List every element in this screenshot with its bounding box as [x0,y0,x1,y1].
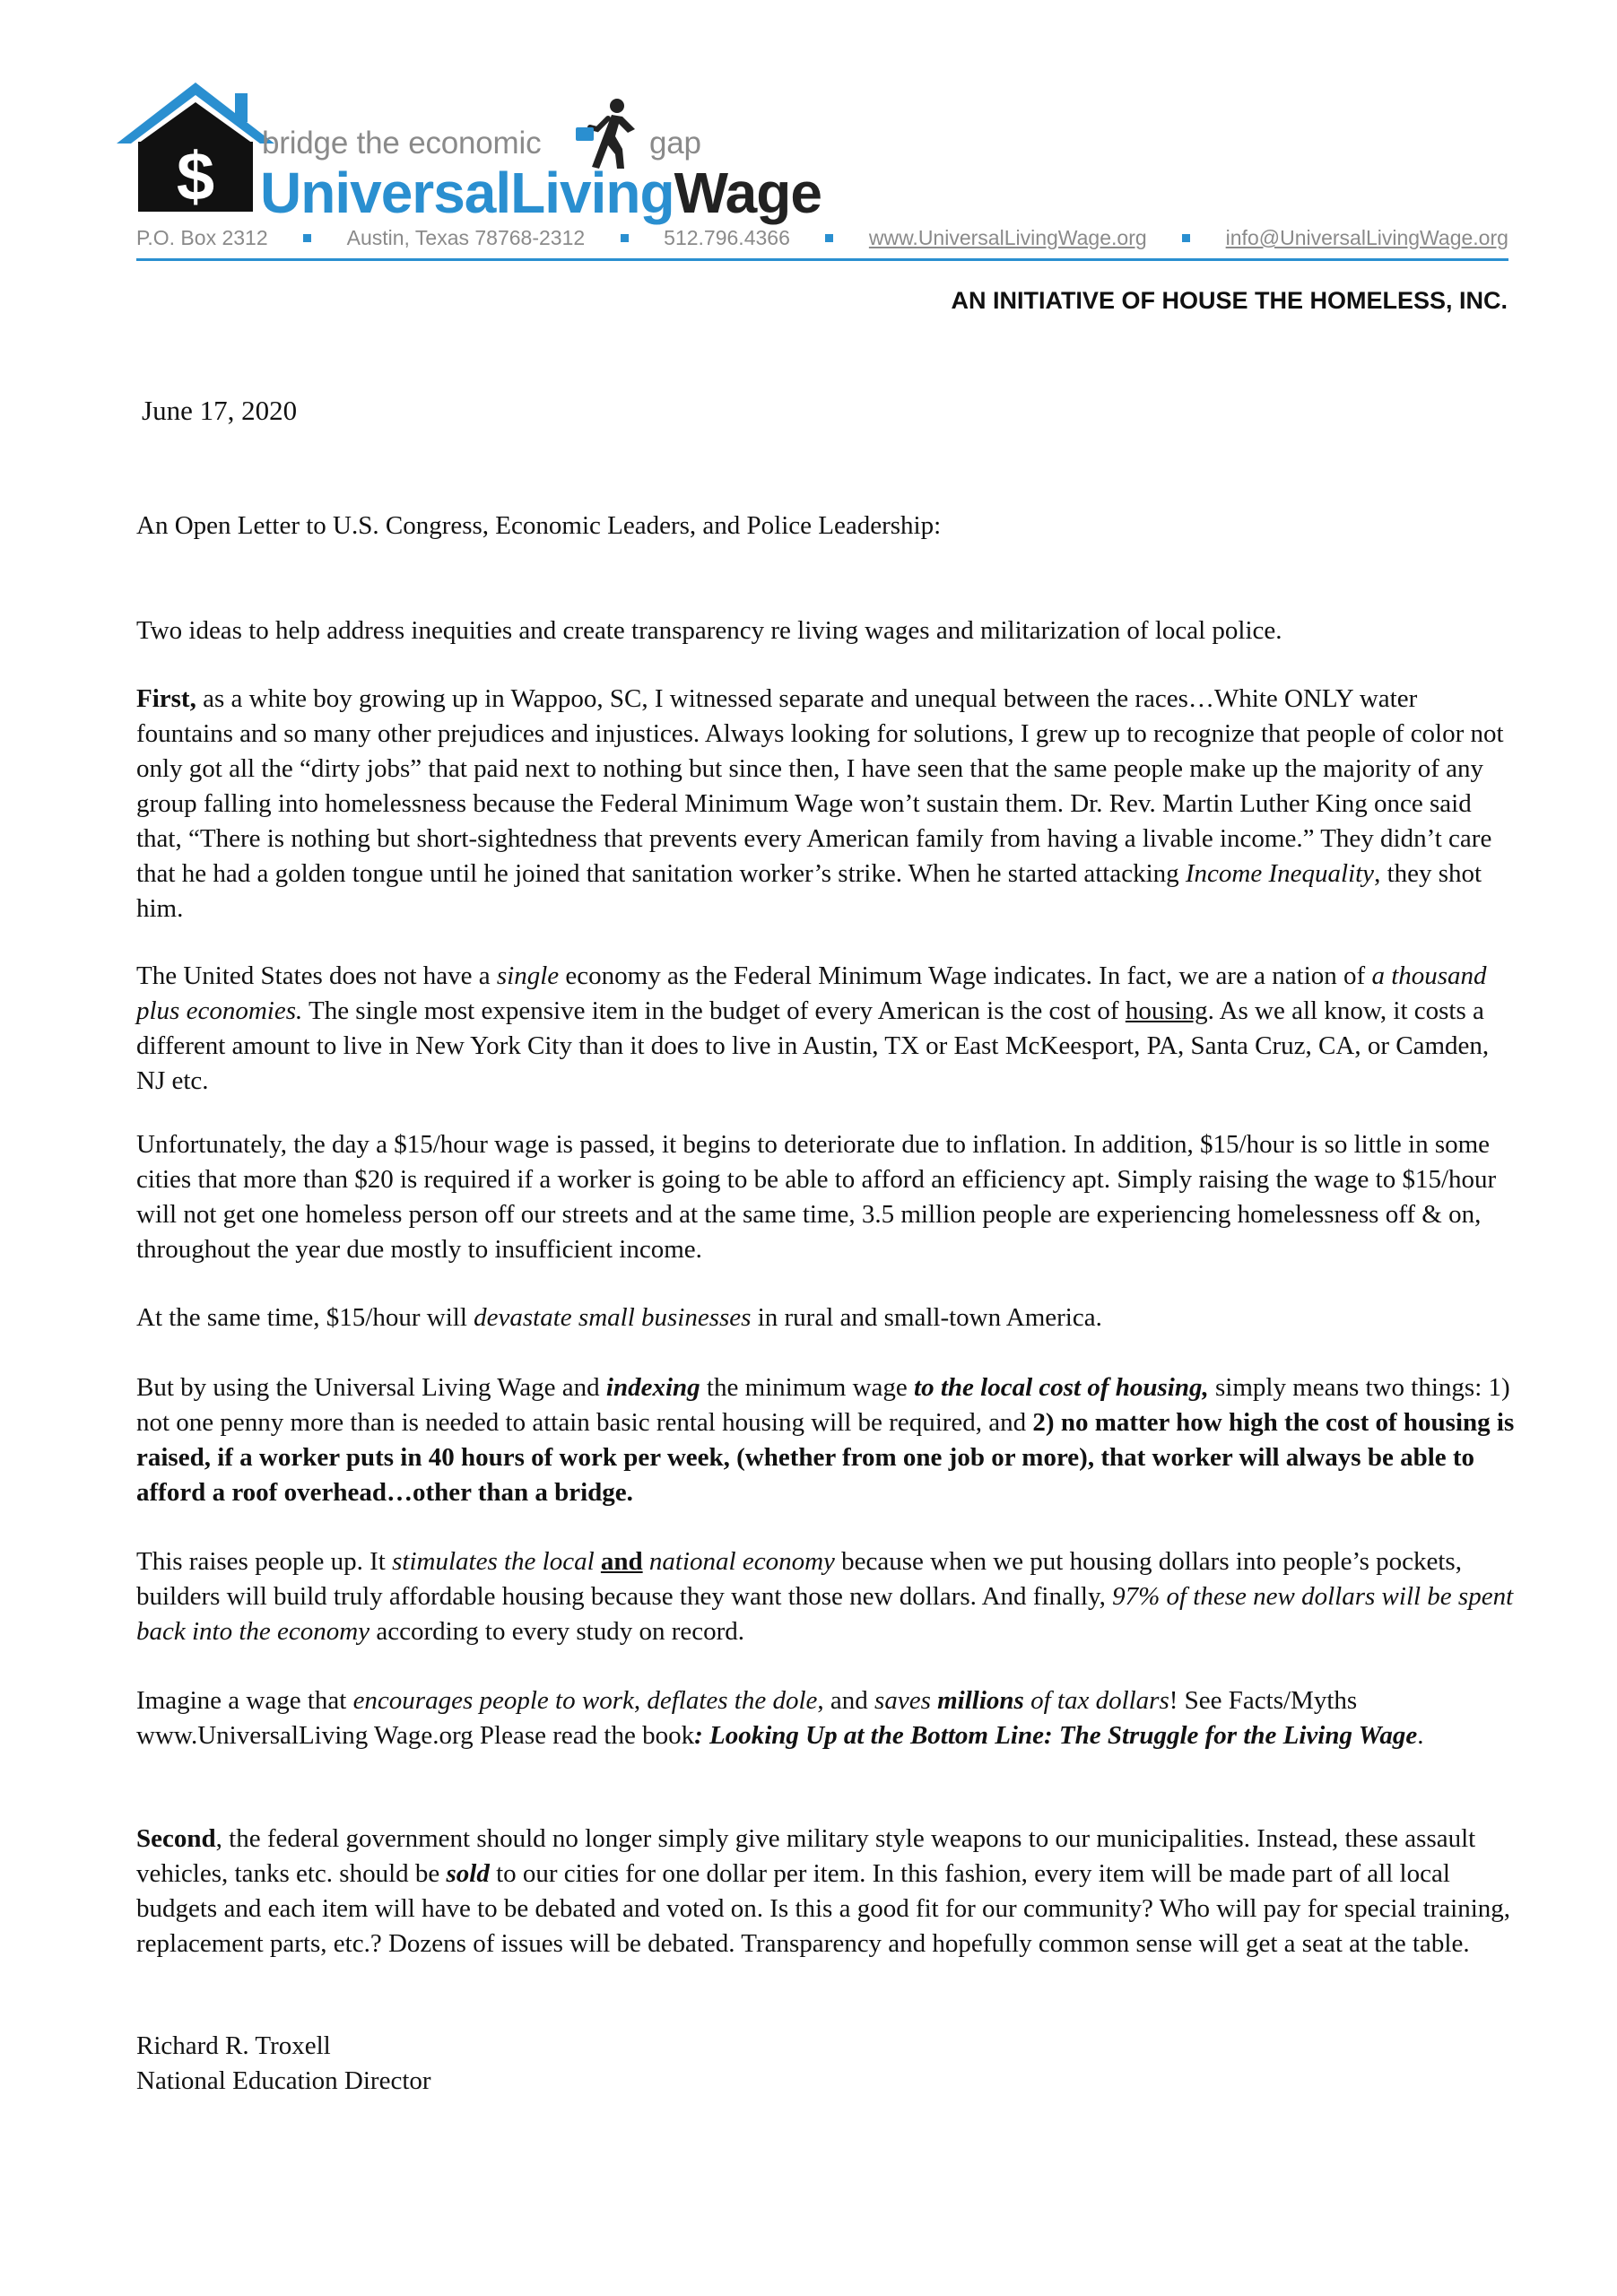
phone: 512.796.4366 [664,226,790,249]
brand-wage: Wage [674,161,822,225]
bullet-square-icon [1182,234,1190,242]
website-link[interactable]: www.UniversalLivingWage.org [868,226,1147,249]
svg-text:$: $ [176,139,215,213]
letter-date: June 17, 2020 [142,395,298,426]
ulw-paragraph: But by using the Universal Living Wage and indexing the minimum wage to the local cost of housing, simply means two things: 1) not one penny more than is needed to attain basic rental housing will be required, and 2) no matter how high the cost of housing is raised, if a worker puts in 40 hours of work per week, (whether from one job or more), that worker will always be able to afford a roof overhead…other than a bridge. [136,1373,1515,1507]
bullet-square-icon [621,234,629,242]
tagline-left: bridge the economic [262,126,542,161]
second-paragraph: Second, the federal government should no longer simply give military style weapons to our municipalities. Instead, these assault vehicles, tanks etc. should be sold to our cities for one dollar per item. In this fashion, every item will be made part of all local budgets and each item will have to be debated and voted on. Is this a good fit for our community? Who will pay for special training, replacement parts, etc.? Dozens of issues will be debated. Transparency and hopefully common sense will get a seat at the table. [136,1824,1511,1958]
po-box: P.O. Box 2312 [136,226,268,249]
fifteen-dollar-paragraph: Unfortunately, the day a $15/hour wage is passed, it begins to deteriorate due to inflation. In addition, $15/hour is so little in some cities that more than $20 is required if a worker is going to be able to afford an efficiency apt. Simply raising the wage to $15/hour will not get one homeless person off our streets and at the same time, 3.5 million people are experiencing homelessness off & on, throughout the year due mostly to insufficient income. [136,1130,1497,1264]
initiative-line: AN INITIATIVE OF HOUSE THE HOMELESS, INC. [951,287,1508,314]
contact-line [136,226,1508,250]
first-lead: First, [136,684,196,713]
tagline [262,126,701,161]
small-business-paragraph: At the same time, $15/hour will devastate small businesses in rural and small-town America. [136,1303,1102,1332]
signature-title: National Education Director [136,2066,431,2095]
brand-living: Living [510,161,674,225]
intro-paragraph: Two ideas to help address inequities and create transparency re living wages and militarization of local police. [136,616,1282,645]
signature-name: Richard R. Troxell [136,2031,331,2060]
bullet-square-icon [303,234,311,242]
header-rule [136,258,1508,261]
email-link[interactable]: info@UniversalLivingWage.org [1225,226,1508,249]
first-paragraph: First, as a white boy growing up in Wappoo, SC, I witnessed separate and unequal between the races…White ONLY water fountains and so many other prejudices and injustices. Always looking for solutions, I grew up to recognize that people of color not only got all the “dirty jobs” that paid next to nothing but since then, I have seen that the same people make up the majority of any group falling into homelessness because the Federal Minimum Wage won’t sustain them. Dr. Rev. Martin Luther King once said that, “There is nothing but short-sightedness that prevents every American family from having a livable income.” They didn’t care that he had a golden tongue until he joined that sanitation worker’s strike. When he started attacking Income Inequality, they shot him. [136,684,1504,923]
brand-name [260,160,822,226]
bullet-square-icon [825,234,833,242]
signature-block [136,2029,1517,2099]
imagine-paragraph: Imagine a wage that encourages people to work, deflates the dole, and saves millions of tax dollars! See Facts/Myths www.UniversalLiving Wage.org Please read the book: Looking Up at the Bottom Line: The Struggle for the Living Wage. [136,1686,1424,1750]
raises-paragraph: This raises people up. It stimulates the local and national economy because when we put housing dollars into people’s pockets, builders will build truly affordable housing because they want those new dollars. And finally, 97% of these new dollars will be spent back into the economy according to every study on record. [136,1547,1514,1646]
brand-universal: Universal [260,161,511,225]
second-lead: Second [136,1824,216,1853]
house-dollar-icon [115,79,276,213]
salutation: An Open Letter to U.S. Congress, Economic Leaders, and Police Leadership: [136,511,942,540]
tagline-right: gap [649,126,701,161]
economies-paragraph: The United States does not have a single economy as the Federal Minimum Wage indicates. In fact, we are a nation of a thousand plus economies. The single most expensive item in the budget of every American is the cost of housing. As we all know, it costs a different amount to live in New York City than it does to live in Austin, TX or East McKeesport, PA, Santa Cruz, CA, or Camden, NJ etc. [136,961,1490,1095]
city: Austin, Texas 78768-2312 [346,226,586,249]
